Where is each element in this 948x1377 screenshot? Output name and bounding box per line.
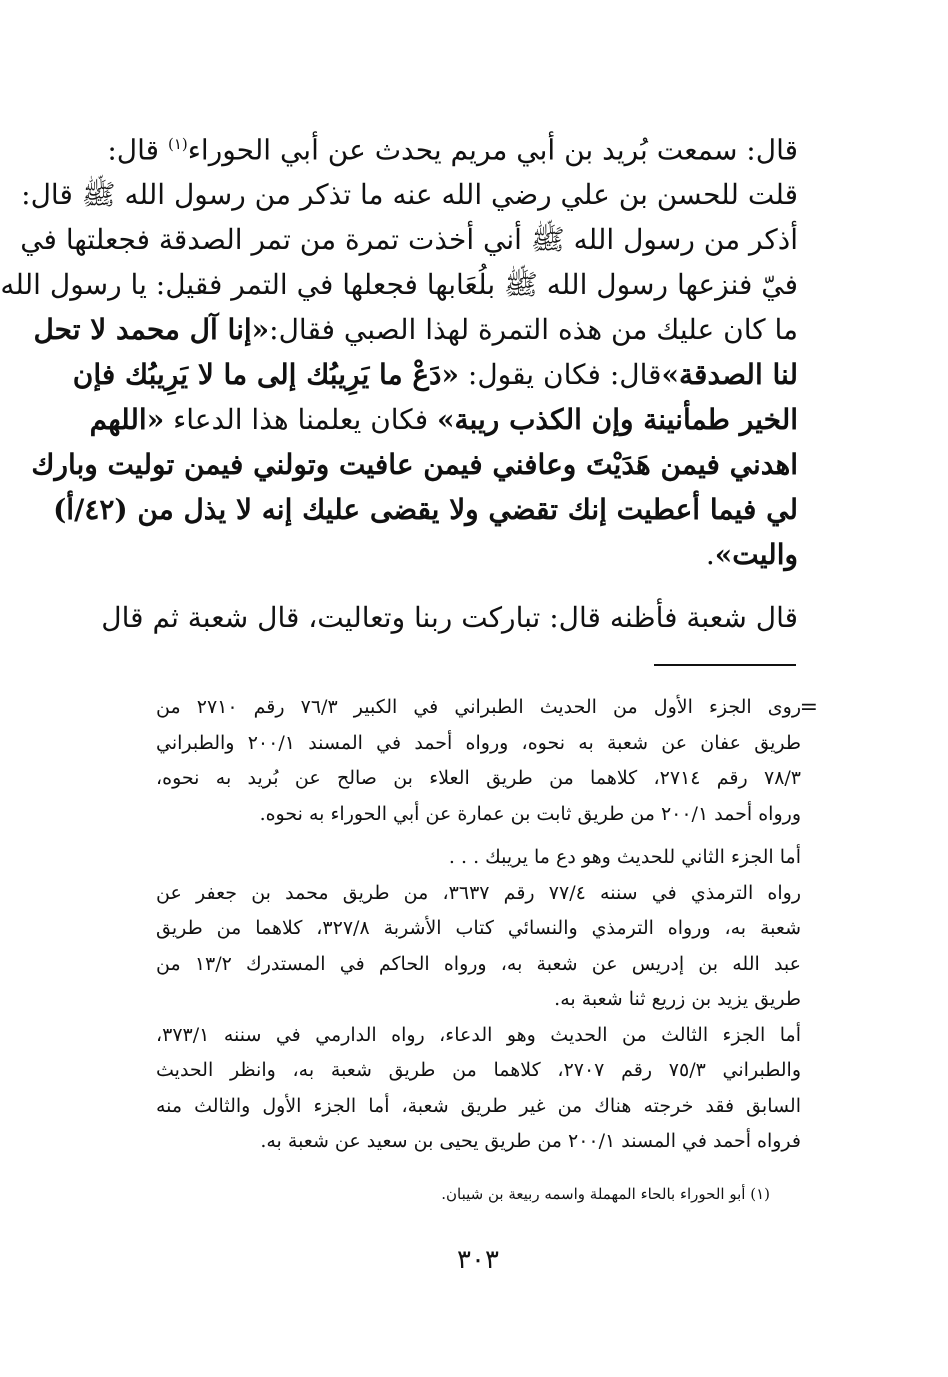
- main-text: [0, 122, 798, 577]
- note-line: والطبراني ٧٥/٣ رقم ٢٧٠٧، كلاهما من طريق شعبة به، وانظر الحديث: [156, 1059, 802, 1081]
- main-line-4: فيّ فنزعها رسول الله ﷺ بلُعَابها فجعلها في التمر فقيل: يا رسول الله: [0, 268, 798, 302]
- main-line-10: واليت».: [705, 538, 798, 572]
- footnote-1: (١) أبو الحوراء بالحاء المهملة واسمه ربيعة بن شيبان.: [441, 1185, 770, 1203]
- note-line: ٧٨/٣ رقم ٢٧١٤، كلاهما من طريق العلاء بن صالح عن بُريد به نحوه،: [156, 767, 802, 789]
- para2-line: قال شعبة فأظنه قال: تباركت ربنا وتعاليت، قال شعبة ثم قال: [101, 601, 798, 634]
- footnote-ref-1: (١): [167, 135, 188, 153]
- footnotes: [156, 690, 801, 1160]
- note-line: روى الجزء الأول من الحديث الطبراني في الكبير ٧٦/٣ رقم ٢٧١٠ من: [156, 696, 802, 718]
- note-line: رواه الترمذي في سننه ٧٧/٤ رقم ٣٦٣٧، من طريق محمد بن جعفر عن: [156, 881, 801, 904]
- note-line: طريق يزيد بن زريع ثنا شعبة به.: [554, 988, 801, 1010]
- note-line: السابق فقد خرجته هناك من غير طريق شعبة، أما الجزء الأول والثالث منه: [156, 1094, 801, 1117]
- main-line-3: أذكر من رسول الله ﷺ أني أخذت تمرة من تمر الصدقة فجعلتها في: [20, 223, 798, 257]
- main-line-7: الخير طمأنينة وإن الكذب ريبة» فكان يعلمنا هذا الدعاء «اللهم: [89, 403, 798, 437]
- note-line: ورواه أحمد ٢٠٠/١ من طريق ثابت بن عمارة عن أبي الحوراء به نحوه.: [259, 802, 801, 825]
- hadith-quote: «اللهم: [89, 403, 165, 437]
- main-line-5: ما كان عليك من هذه التمرة لهذا الصبي فقال:«إنا آل محمد لا تحل: [33, 313, 798, 347]
- note-line: فرواه أحمد في المسند ٢٠٠/١ من طريق يحيى بن سعيد عن شعبة به.: [260, 1130, 801, 1152]
- note-line: عبد الله بن إدريس عن شعبة به، ورواه الحاكم في المستدرك ١٣/٢ من: [156, 952, 801, 975]
- main-line-9: لي فيما أعطيت إنك تقضي ولا يقضى عليك إنه لا يذل من (٤٢/أ): [53, 493, 798, 527]
- hadith-quote: «إنا آل محمد لا تحل: [33, 313, 270, 347]
- page-number: ٣٠٣: [457, 1245, 499, 1275]
- note-line: طريق عفان عن شعبة به نحوه، ورواه أحمد في المسند ٢٠٠/١ والطبراني: [156, 731, 801, 754]
- note-line: شعبة به، ورواه الترمذي والنسائي كتاب الأشربة ٣٢٧/٨، كلاهما من طريق: [156, 917, 801, 939]
- hadith-quote: «دَعْ ما يَرِيبُك إلى ما لا يَرِيبُك فإن: [72, 358, 459, 392]
- second-paragraph: [101, 595, 798, 640]
- main-line-8: اهدني فيمن هَدَيْتَ وعافني فيمن عافيت وتولني فيمن توليت وبارك: [31, 448, 798, 482]
- footnote-separator: [654, 664, 796, 666]
- hadith-quote: الخير طمأنينة وإن الكذب ريبة»: [437, 403, 798, 437]
- footnote-continuation-mark: =: [799, 695, 818, 720]
- hadith-quote: لنا الصدقة»: [661, 358, 798, 392]
- main-line-1: قال: سمعت بُريد بن أبي مريم يحدث عن أبي الحوراء$^{(١)}$ قال:: [107, 133, 798, 167]
- note-line: أما الجزء الثاني للحديث وهو دع ما يريبك . . .: [448, 846, 801, 868]
- main-line-6: لنا الصدقة»قال: فكان يقول: «دَعْ ما يَرِيبُك إلى ما لا يَرِيبُك فإن: [72, 358, 798, 392]
- main-line-2: قلت للحسن بن علي رضي الله عنه ما تذكر من رسول الله ﷺ قال:: [21, 178, 798, 212]
- note-line: أما الجزء الثالث من الحديث وهو الدعاء، رواه الدارمي في سننه ٣٧٣/١،: [156, 1023, 801, 1046]
